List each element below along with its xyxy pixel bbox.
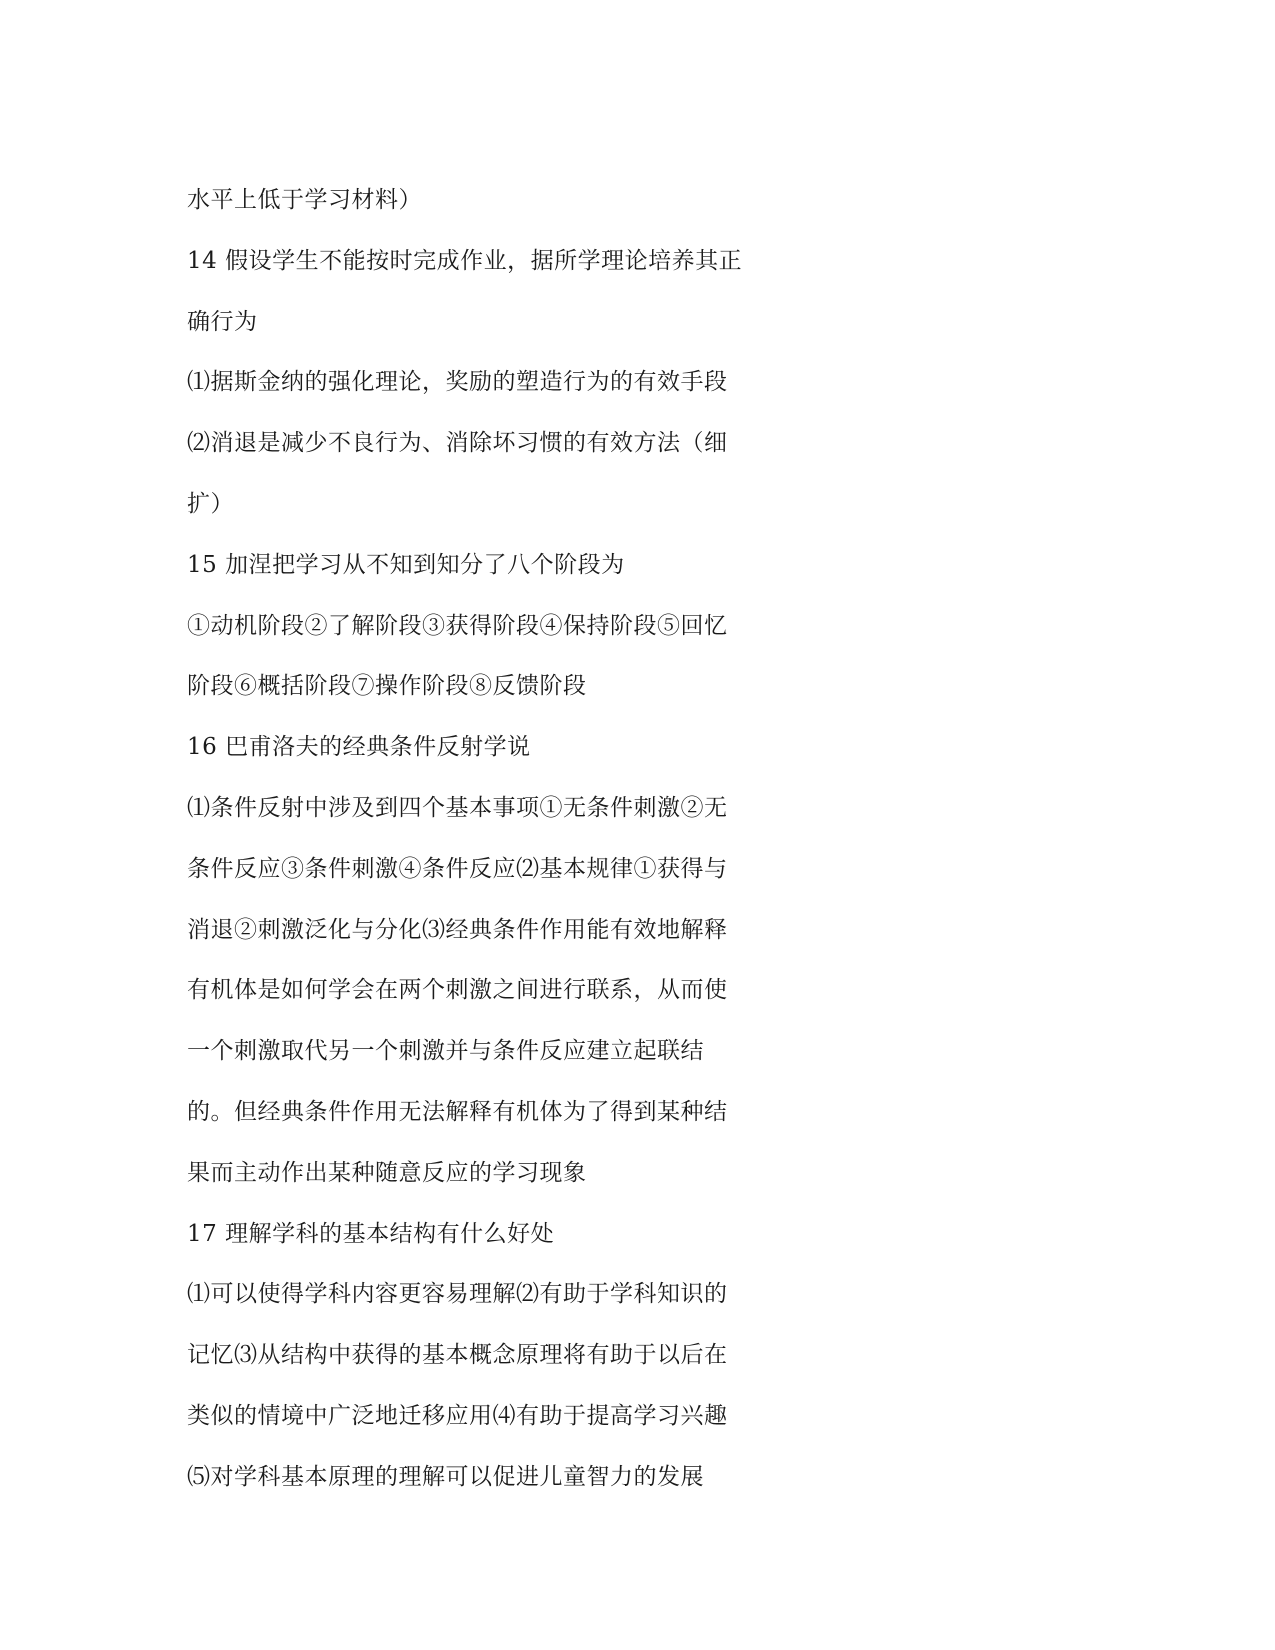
text-line: 消退②刺激泛化与分化⑶经典条件作用能有效地解释 — [187, 916, 728, 943]
text-line: 确行为 — [187, 308, 258, 335]
text-line: 一个刺激取代另一个刺激并与条件反应建立起联结 — [187, 1038, 704, 1065]
text-line: 记忆⑶从结构中获得的基本概念原理将有助于以后在 — [187, 1342, 728, 1369]
text-line: 阶段⑥概括阶段⑦操作阶段⑧反馈阶段 — [187, 673, 587, 700]
question-heading: 15 加涅把学习从不知到知分了八个阶段为 — [187, 551, 625, 578]
question-heading: 17 理解学科的基本结构有什么好处 — [187, 1220, 555, 1247]
document-body — [187, 170, 807, 1508]
text-line: 果而主动作出某种随意反应的学习现象 — [187, 1159, 587, 1186]
text-line: ⑴条件反射中涉及到四个基本事项①无条件刺激②无 — [187, 794, 728, 821]
question-heading: 16 巴甫洛夫的经典条件反射学说 — [187, 734, 531, 761]
text-line: 水平上低于学习材料） — [187, 187, 422, 213]
text-line: ⑴据斯金纳的强化理论，奖励的塑造行为的有效手段 — [187, 369, 728, 396]
text-line: ⑵消退是减少不良行为、消除坏习惯的有效方法（细 — [187, 430, 728, 457]
text-line: 条件反应③条件刺激④条件反应⑵基本规律①获得与 — [187, 855, 728, 882]
text-line: 有机体是如何学会在两个刺激之间进行联系，从而使 — [187, 977, 728, 1004]
text-line: 类似的情境中广泛地迁移应用⑷有助于提高学习兴趣 — [187, 1402, 728, 1429]
text-line: ⑸对学科基本原理的理解可以促进儿童智力的发展 — [187, 1463, 704, 1490]
text-line: 扩） — [187, 490, 234, 517]
question-heading: 14 假设学生不能按时完成作业，据所学理论培养其正 — [187, 247, 743, 274]
text-line: 的。但经典条件作用无法解释有机体为了得到某种结 — [187, 1098, 728, 1125]
text-line: ⑴可以使得学科内容更容易理解⑵有助于学科知识的 — [187, 1281, 728, 1308]
text-line: ①动机阶段②了解阶段③获得阶段④保持阶段⑤回忆 — [187, 612, 728, 639]
